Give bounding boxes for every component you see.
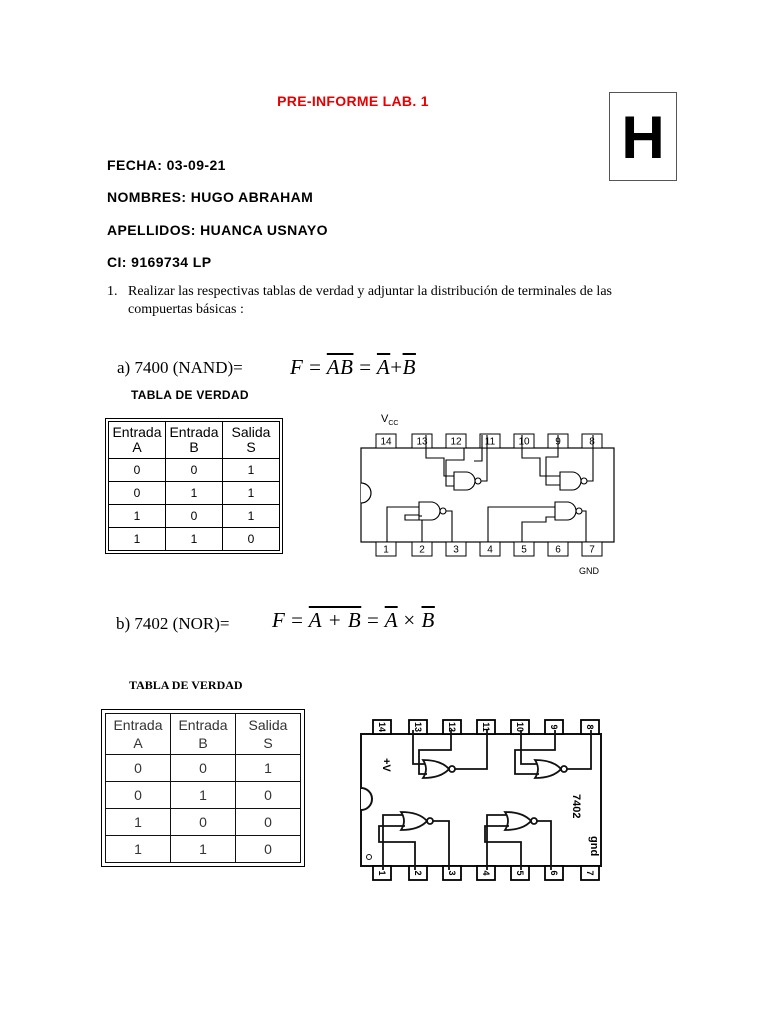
date-field: FECHA: 03-09-21 <box>107 157 226 173</box>
vcc-label: $V_{CC}$ <box>381 413 399 427</box>
item-number: 1. <box>107 284 118 299</box>
surnames-field: APELLIDOS: HUANCA USNAYO <box>107 222 328 238</box>
table-row: 0 0 1 <box>109 459 280 482</box>
top-pins <box>373 720 599 734</box>
a-overbar: $\overline{A}$ <box>376 355 391 379</box>
section-a-label: a) 7400 (NAND)= <box>117 358 243 377</box>
pin-label: 1 <box>377 870 387 876</box>
pin-label: 7 <box>585 870 595 876</box>
pin-label: 12 <box>450 436 462 448</box>
pin-label: 8 <box>585 724 595 730</box>
pin-label: 11 <box>481 722 491 732</box>
header-entrada-a: Entrada A <box>109 422 166 459</box>
table-row: 0 1 0 <box>106 782 301 809</box>
truth-table-title-a: TABLA DE VERDAD <box>131 388 249 402</box>
table-row: 1 1 0 <box>109 528 280 551</box>
pin-label: 6 <box>555 544 561 556</box>
nor-truth-table <box>105 713 301 863</box>
nand-formula: $F = \overline{AB} = \overline{A}+\overline{B}$ <box>290 355 416 379</box>
gnd-label: gnd <box>588 836 600 857</box>
header-entrada-b: Entrada B <box>171 714 236 755</box>
pin-label: 2 <box>419 544 425 556</box>
pin-label: 7 <box>589 544 595 556</box>
header-salida-s: Salida S <box>223 422 280 459</box>
pin-label: 12 <box>447 721 457 733</box>
pin-label: 1 <box>383 544 389 556</box>
nand-gates <box>387 435 593 542</box>
nor-gates <box>379 730 591 870</box>
pin-label: 13 <box>413 721 423 733</box>
nand-truth-table <box>108 421 280 551</box>
pin-label: 14 <box>377 721 387 733</box>
page-title: PRE-INFORME LAB. 1 <box>277 93 429 109</box>
pin-label: 9 <box>549 724 559 730</box>
letter-badge: H <box>609 92 677 181</box>
ci-field: CI: 9169734 LP <box>107 254 212 270</box>
pin-label: 8 <box>589 436 595 448</box>
pin-label: 3 <box>447 870 457 876</box>
header-entrada-a: Entrada A <box>106 714 171 755</box>
pin-label: 14 <box>380 436 392 448</box>
table-row: 1 1 0 <box>106 836 301 863</box>
b-overbar: $\overline{B}$ <box>402 355 416 379</box>
pin-label: 3 <box>453 544 459 556</box>
pin-label: 6 <box>549 870 559 876</box>
pin-label: 9 <box>555 436 561 448</box>
truth-table-title-b: TABLA DE VERDAD <box>129 678 243 692</box>
pin-label: 2 <box>413 870 423 876</box>
pin-label: 10 <box>515 721 525 733</box>
table-row: 1 0 0 <box>106 809 301 836</box>
table-row: 0 0 1 <box>106 755 301 782</box>
pin-label: 4 <box>481 870 491 876</box>
item-text-line1: Realizar las respectivas tablas de verdad y adjuntar la distribución de terminales de las <box>128 284 612 299</box>
pin-label: 13 <box>416 436 428 448</box>
nand-chip-diagram <box>350 408 630 580</box>
bottom-pins <box>376 542 602 556</box>
pin-label: 4 <box>487 544 493 556</box>
table-row: 0 1 1 <box>109 482 280 505</box>
a-plus-b-overbar: A + B <box>308 608 362 632</box>
a-overbar: $\overline{A}$ <box>384 608 398 632</box>
section-b-label: b) 7402 (NOR)= <box>116 614 230 633</box>
gnd-label: GND <box>579 566 599 576</box>
header-entrada-b: Entrada B <box>166 422 223 459</box>
pin-label: 10 <box>518 436 530 448</box>
nor-chip-diagram <box>355 716 617 886</box>
top-pins <box>376 434 602 448</box>
names-field: NOMBRES: HUGO ABRAHAM <box>107 189 314 205</box>
part-number-label: 7402 <box>570 794 582 819</box>
table-row: 1 0 1 <box>109 505 280 528</box>
vcc-label: +V <box>380 758 392 772</box>
b-overbar: $\overline{B}$ <box>421 608 435 632</box>
ab-overbar: $\overline{AB}$ <box>326 355 354 379</box>
nor-formula: $F = A + B = \overline{A} \times \overline{B}$ <box>272 608 435 632</box>
pin-label: 5 <box>515 870 525 876</box>
header-salida-s: Salida S <box>236 714 301 755</box>
item-text-line2: compuertas básicas : <box>128 302 244 317</box>
bottom-pins <box>373 866 599 880</box>
pin-label: 5 <box>521 544 527 556</box>
pin-label: 11 <box>484 436 496 448</box>
